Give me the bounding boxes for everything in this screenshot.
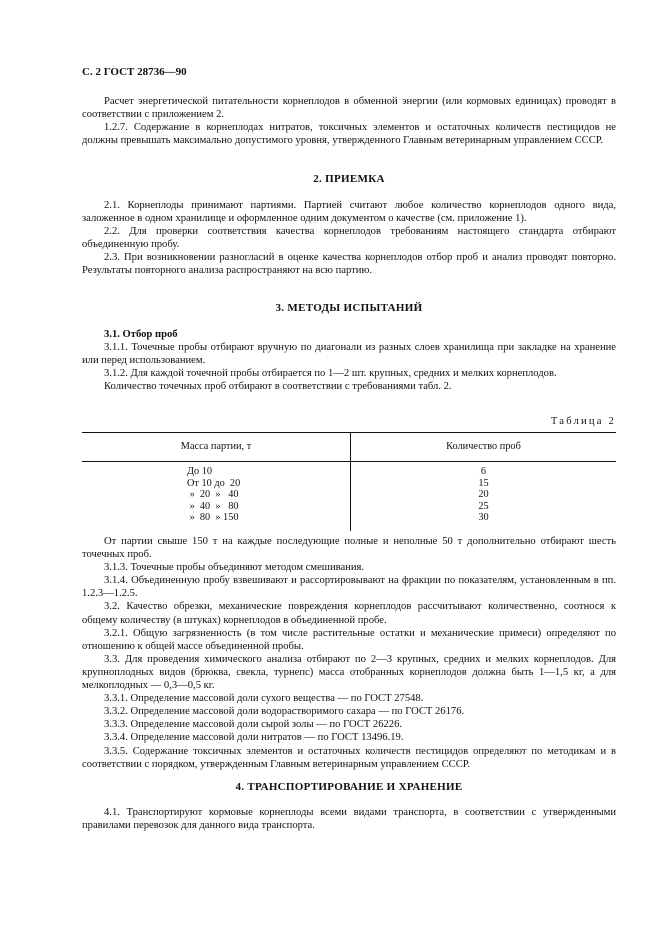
table-cell-mass: До 10 [187, 466, 213, 477]
table-2 [82, 432, 616, 531]
paragraph: 2.1. Корнеплоды принимают партиями. Партией считают любое количество корнеплодов одного вида, заложенное в одном хранилище и оформленное одним документом о качестве (см. приложение 1). [82, 200, 616, 225]
section-4-title: 4. ТРАНСПОРТИРОВАНИЕ И ХРАНЕНИЕ [235, 781, 463, 793]
paragraph: От партии свыше 150 т на каждые последующие полные и неполные 50 т дополнительно отбирают шесть точечных проб. [82, 536, 616, 561]
paragraph: 2.3. При возникновении разногласий в оценке качества корнеплодов отбор проб и анализ проводят повторно. Результаты повторного анализа распространяют на всю партию. [82, 252, 616, 277]
document-page [82, 0, 616, 936]
table-cell-count: 30 [478, 512, 489, 524]
table-cell-count: 6 [480, 466, 487, 477]
paragraph: 3.3. Для проведения химического анализа отбирают по 2—3 крупных, средних и мелких корнеплодов. Для крупноплодных видов (брюква, свекла, турнепс) масса отобранных корнеплодов должна быть 1—1,5 кг, а для мелкоплодных — 0,3—0,5 кг. [82, 653, 616, 692]
paragraph: Количество точечных проб отбирают в соответствии с требованиями табл. 2. [104, 381, 452, 393]
table-cell-count: 15 [478, 477, 489, 489]
table-cell-mass: » 20 » 40 [187, 489, 239, 501]
count-column [352, 466, 615, 524]
paragraph: 3.2. Качество обрезки, механические повреждения корнеплодов рассчитывают количественно, соотнося к общему количеству (в штуках) корнеплодов в объединенной пробе. [82, 601, 616, 626]
section-2-title: 2. ПРИЕМКА [313, 173, 385, 185]
paragraph: 3.3.4. Определение массовой доли нитратов — по ГОСТ 13496.19. [104, 732, 404, 744]
paragraph: 2.2. Для проверки соответствия качества корнеплодов требованиям настоящего стандарта отбирают объединенную пробу. [82, 226, 616, 251]
paragraph: 3.3.5. Содержание токсичных элементов и остаточных количеств пестицидов определяют по методикам и в соответствии с порядком, утвержденным Главным ветеринарным управлением СССР. [82, 745, 616, 770]
paragraph: 3.2.1. Общую загрязненность (в том числе растительные остатки и механические примеси) определяют по отношению к общей массе объединенной пробы. [82, 627, 616, 652]
table-header-count: Количество проб [351, 433, 617, 462]
table-cell-mass: » 80 » 150 [187, 512, 239, 524]
paragraph: 4.1. Транспортируют кормовые корнеплоды всеми видами транспорта, в соответствии с утвержденными правилами перевозок для данного вида транспорта. [82, 807, 616, 832]
intro-block [82, 95, 616, 147]
table-cell-count: 25 [478, 500, 489, 512]
table-cell-mass: От 10 до 20 [187, 477, 241, 489]
table-header-mass: Масса партии, т [82, 433, 351, 462]
mass-column [83, 466, 349, 524]
paragraph: 3.3.2. Определение массовой доли водорастворимого сахара — по ГОСТ 26176. [104, 706, 465, 718]
subsection-title: 3.1. Отбор проб [104, 329, 178, 340]
paragraph: 3.3.1. Определение массовой доли сухого вещества — по ГОСТ 27548. [104, 693, 424, 705]
section-3-body-a [82, 328, 616, 393]
table-cell-mass: » 40 » 80 [187, 500, 239, 512]
section-2-body [82, 199, 616, 278]
section-4-body [82, 806, 616, 832]
paragraph: 3.1.4. Объединенную пробу взвешивают и рассортировывают на фракции по показателям, установленным в пп. 1.2.3—1.2.5. [82, 575, 616, 600]
paragraph: 3.1.3. Точечные пробы объединяют методом смешивания. [104, 562, 365, 574]
paragraph: 1.2.7. Содержание в корнеплодах нитратов, токсичных элементов и остаточных количеств пестицидов не должны превышать максимально допустимого уровня, утвержденного Главным ветеринарным управлением СССР. [82, 122, 616, 147]
section-3-body-b [82, 535, 616, 771]
page-header: С. 2 ГОСТ 28736—90 [82, 66, 187, 78]
paragraph: Расчет энергетической питательности корнеплодов в обменной энергии (или кормовых единицах) проводят в соответствии с приложением 2. [82, 96, 616, 121]
paragraph: 3.1.2. Для каждой точечной пробы отбирается по 1—2 шт. крупных, средних и мелких корнеплодов. [104, 368, 557, 380]
paragraph: 3.3.3. Определение массовой доли сырой золы — по ГОСТ 26226. [104, 719, 403, 731]
paragraph: 3.1.1. Точечные пробы отбирают вручную по диагонали из разных слоев хранилища при закладке на хранение или перед использованием. [82, 342, 616, 367]
table-label: Таблица 2 [550, 416, 616, 427]
table-cell-count: 20 [478, 489, 489, 501]
section-3-title: 3. МЕТОДЫ ИСПЫТАНИЙ [275, 302, 423, 314]
